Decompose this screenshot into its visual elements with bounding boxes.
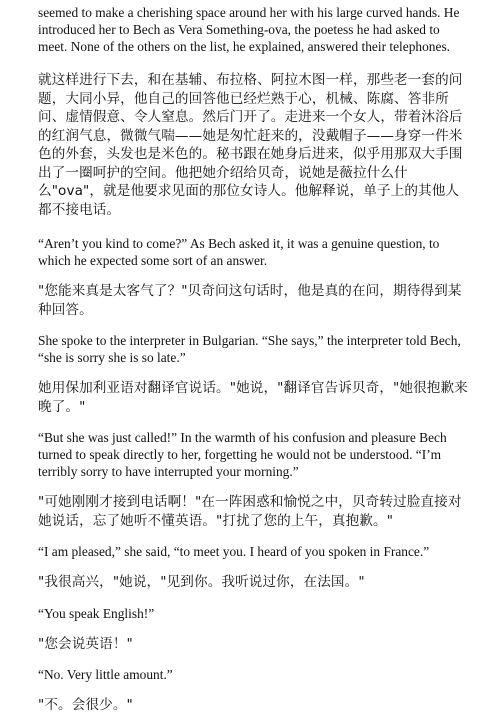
paragraph-english-little: “No. Very little amount.”: [38, 667, 173, 682]
document-page: [38, 4, 468, 715]
paragraph-chinese-question: "您能来真是太客气了？"贝奇问这句话时，他是真的在问，期待得到某种回答。: [38, 283, 462, 318]
paragraph-chinese-called: "可她刚刚才接到电话啊！"在一阵困惑和愉悦之中，贝奇转过脸直接对她说话，忘了她听不懂英语。"打扰了您的上午，真抱歉。": [38, 494, 462, 529]
paragraph-english-pleased: “I am pleased,” she said, “to meet you. I heard of you spoken in France.”: [38, 544, 430, 559]
paragraph-english-intro: seemed to make a cherishing space around her with his large curved hands. He introduced her to Bech as Vera Something-ova, the poetess he had asked to meet. None of the others on the list, he explained, answered their telephones.: [38, 5, 460, 54]
paragraph-chinese-intro: 就这样进行下去，和在基辅、布拉格、阿拉木图一样，那些老一套的问题，大同小异，他自己的回答他已经烂熟于心，机械、陈腐、答非所问、虚情假意、令人窒息。然后门开了。走进来一个女人，带着沐浴后的红润气息，微微气喘——她是匆忙赶来的，没戴帽子——身穿一件米色的外套，头发也是米色的。秘书跟在她身后进来，似乎用那双大手围出了一圈呵护的空间。他把她介绍给贝奇，说她是薇拉什么什么"ova"，就是他要求见面的那位女诗人。他解释说，单子上的其他人都不接电话。: [38, 72, 463, 218]
paragraph-english-question: “Aren’t you kind to come?” As Bech asked it, it was a genuine question, to which he expected some sort of an answer.: [38, 236, 440, 268]
paragraph-english-called: “But she was just called!” In the warmth of his confusion and pleasure Bech turned to speak directly to her, forgetting he would not be understood. “I’m terribly sorry to have interrupted your morning.”: [38, 430, 447, 479]
paragraph-chinese-little: "不。会很少。": [38, 697, 133, 713]
paragraph-chinese-speak: "您会说英语！": [38, 635, 133, 652]
paragraph-english-speak: “You speak English!”: [38, 605, 155, 621]
paragraph-english-interpreter: She spoke to the interpreter in Bulgarian. “She says,” the interpreter told Bech, “she is sorry she is so late.”: [38, 333, 461, 365]
paragraph-chinese-pleased: "我很高兴，"她说，"见到你。我听说过你，在法国。": [38, 574, 365, 590]
paragraph-chinese-interpreter: 她用保加利亚语对翻译官说话。"她说，"翻译官告诉贝奇，"她很抱歉来晚了。": [38, 380, 468, 415]
